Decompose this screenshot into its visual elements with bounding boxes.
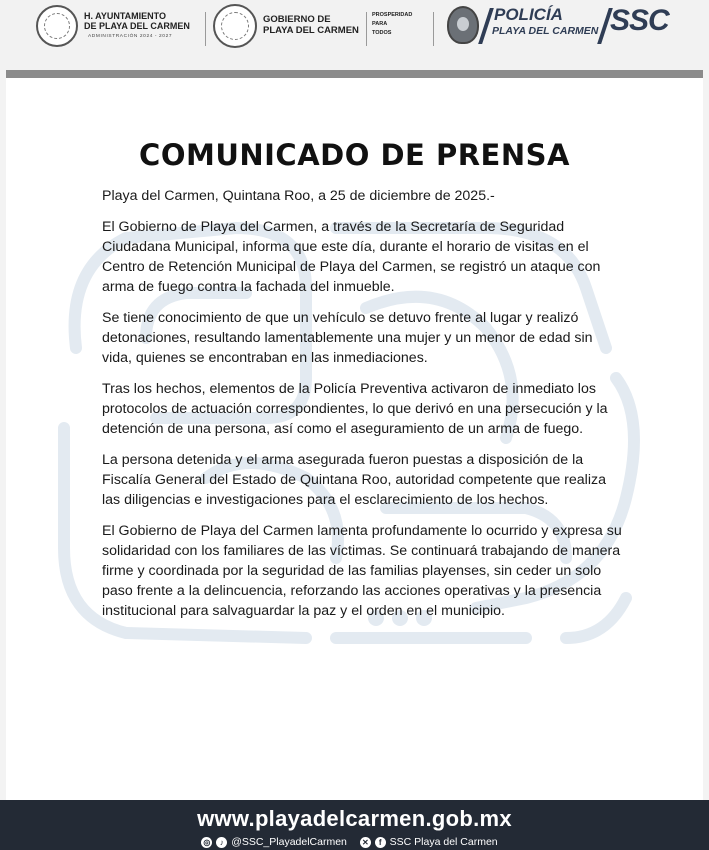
ayuntamiento-admin: ADMINISTRACIÓN 2024 - 2027 [88, 34, 173, 39]
document-title: COMUNICADO DE PRENSA [139, 138, 570, 172]
body-paragraph: El Gobierno de Playa del Carmen lamenta profundamente lo ocurrido y expresa su solidaridad con los familiares de las víctimas. Se continuará trabajando de manera firme y coordinada por la seguridad de las familias playenses, sin ceder un solo paso frente a la delincuencia, reforzando las acciones operativas y la presencia institucional para salvaguardar la paz y el orden en el municipio. [102, 523, 622, 619]
social-handle-secondary[interactable]: SSC Playa del Carmen [389, 836, 498, 849]
ayuntamiento-line1: H. AYUNTAMIENTO [84, 11, 167, 21]
document-body [102, 186, 622, 632]
header [0, 0, 709, 70]
header-divider [205, 12, 206, 46]
x-icon[interactable]: ✕ [360, 837, 371, 848]
dateline-paragraph: Playa del Carmen, Quintana Roo, a 25 de diciembre de 2025.- [102, 188, 495, 204]
top-divider-bar [6, 70, 703, 78]
facebook-icon[interactable]: f [375, 837, 386, 848]
policia-label: POLICÍA [494, 5, 563, 24]
header-divider [433, 12, 434, 46]
gobierno-line1: GOBIERNO DE [263, 14, 331, 25]
tiktok-icon[interactable]: ♪ [216, 837, 227, 848]
social-links [0, 836, 709, 848]
body-paragraph: Tras los hechos, elementos de la Policía Preventiva activaron de inmediato los protocolos de actuación correspondientes, lo que derivó en una persecución y la detención de una persona, así como el aseguramiento de un arma de fuego. [102, 381, 608, 437]
body-paragraph: El Gobierno de Playa del Carmen, a través de la Secretaría de Seguridad Ciudadana Municipal, informa que este día, durante el horario de visitas en el Centro de Retención Municipal de Playa del Carmen, se registró un ataque con arma de fuego contra la fachada del inmueble. [102, 219, 601, 295]
ssc-logo: SSC [610, 4, 669, 37]
header-divider [366, 12, 367, 46]
instagram-icon[interactable]: ◎ [201, 837, 212, 848]
lema-line3: TODOS [372, 30, 392, 36]
footer [0, 800, 709, 850]
lema-line2: PARA [372, 21, 388, 27]
gobierno-line2: PLAYA DEL CARMEN [263, 25, 359, 36]
website-link[interactable]: www.playadelcarmen.gob.mx [197, 806, 512, 831]
ayuntamiento-line2: DE PLAYA DEL CARMEN [84, 21, 190, 31]
gobierno-seal-icon [213, 4, 257, 48]
lema-line1: PROSPERIDAD [372, 12, 413, 18]
body-paragraph: Se tiene conocimiento de que un vehículo se detuvo frente al lugar y realizó detonaciones, resultando lamentablemente una mujer y un menor de edad sin vida, quienes se encontraban en las inmediaciones. [102, 310, 593, 366]
social-handle-primary[interactable]: @SSC_PlayadelCarmen [231, 836, 347, 849]
police-badge-icon [447, 6, 479, 44]
press-release-page [6, 78, 703, 800]
policia-sublabel: PLAYA DEL CARMEN [492, 25, 599, 37]
body-paragraph: La persona detenida y el arma asegurada fueron puestas a disposición de la Fiscalía General del Estado de Quintana Roo, autoridad competente que realiza las diligencias e investigaciones para el esclarecimiento de los hechos. [102, 452, 606, 508]
ayuntamiento-seal-icon [36, 5, 78, 47]
